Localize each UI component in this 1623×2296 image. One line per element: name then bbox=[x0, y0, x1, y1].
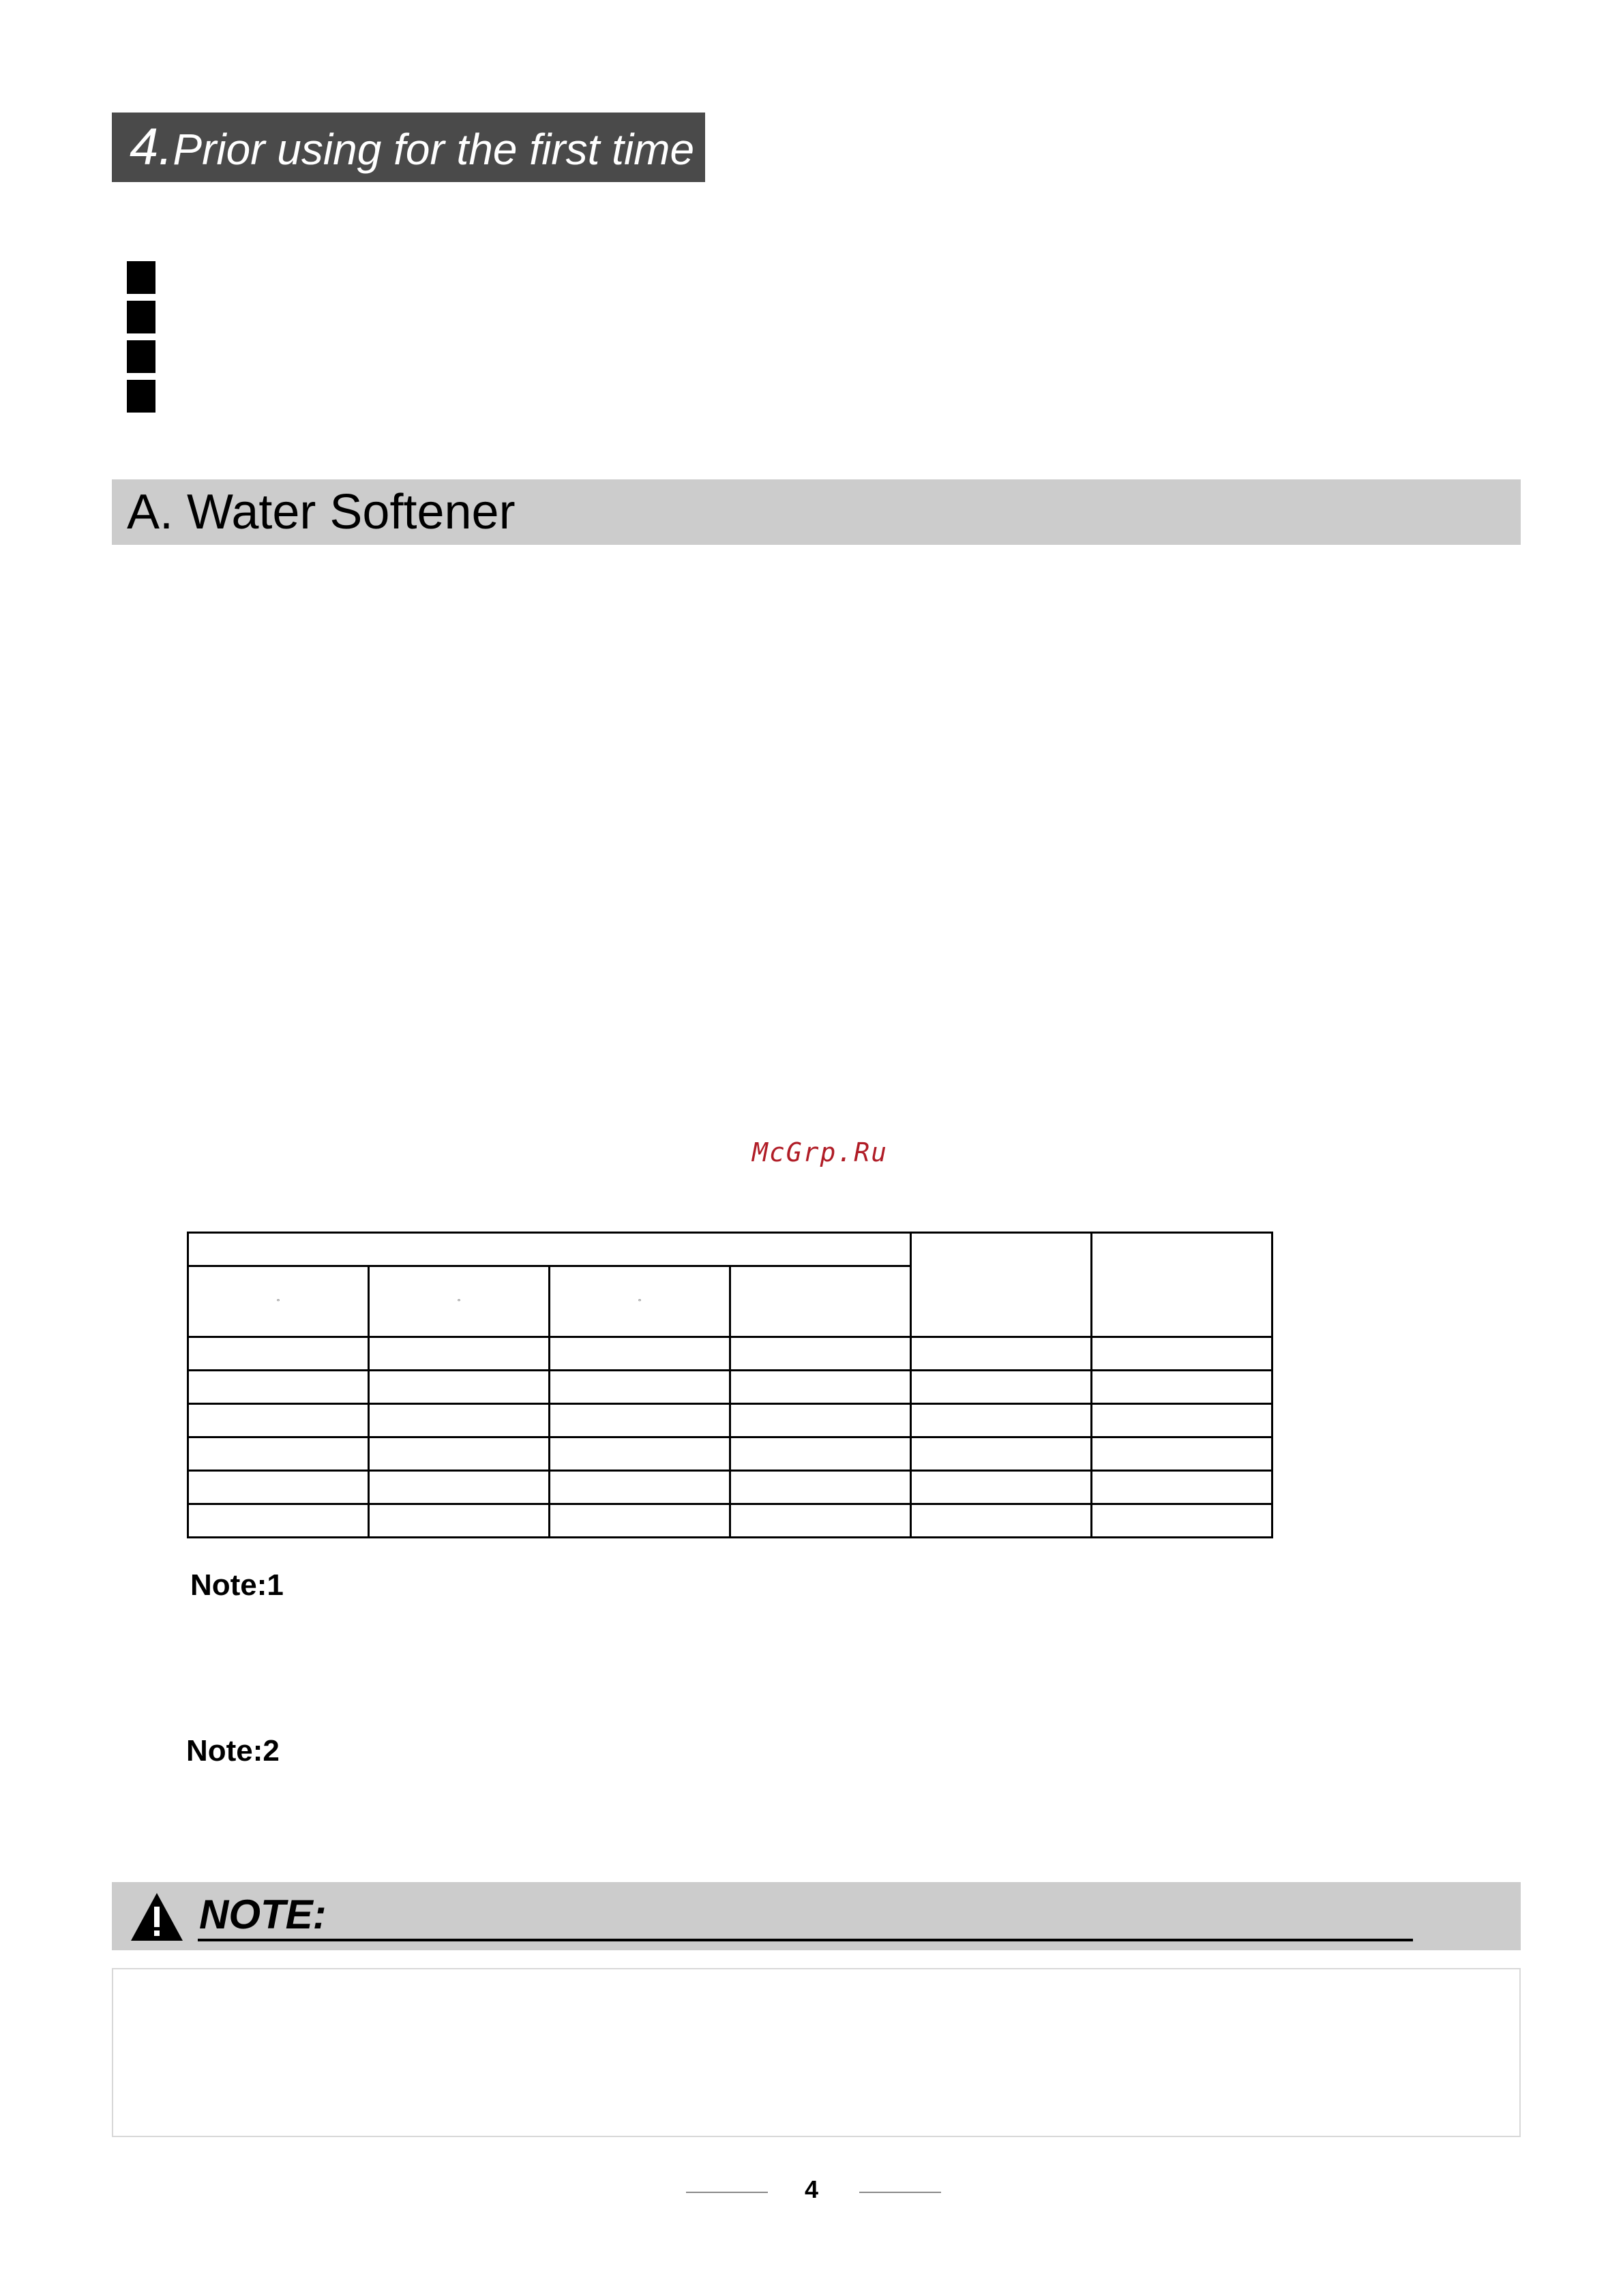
table-row bbox=[188, 1471, 1272, 1504]
hardness-table bbox=[187, 1232, 1273, 1538]
table-header-row bbox=[188, 1233, 1272, 1266]
table-header-cell bbox=[911, 1233, 1092, 1337]
warning-icon bbox=[130, 1892, 184, 1942]
table-row bbox=[188, 1337, 1272, 1371]
table-unit-cell bbox=[188, 1266, 369, 1337]
section-header bbox=[112, 113, 705, 182]
water-softener-heading bbox=[112, 479, 1521, 545]
note-title: NOTE: bbox=[199, 1892, 327, 1937]
page-number: 4 bbox=[804, 2175, 819, 2203]
section-title: Prior using for the first time bbox=[173, 125, 695, 174]
note-1-label: Note:1 bbox=[190, 1568, 284, 1602]
section-number: 4. bbox=[130, 118, 173, 176]
list-bullet bbox=[127, 301, 155, 333]
list-bullet bbox=[127, 340, 155, 373]
note-content-box bbox=[112, 1968, 1521, 2137]
table-row bbox=[188, 1404, 1272, 1437]
footer-rule-left bbox=[686, 2192, 768, 2193]
footer-rule-right bbox=[859, 2192, 941, 2193]
degree-mark: ° bbox=[276, 1296, 280, 1307]
table-unit-cell bbox=[369, 1266, 550, 1337]
table-header-cell bbox=[188, 1233, 911, 1266]
degree-mark: ° bbox=[638, 1296, 642, 1307]
table-row bbox=[188, 1437, 1272, 1471]
degree-mark: ° bbox=[457, 1296, 461, 1307]
list-bullet bbox=[127, 261, 155, 294]
table-unit-cell bbox=[730, 1266, 911, 1337]
table-header-cell bbox=[1092, 1233, 1272, 1337]
table-row bbox=[188, 1371, 1272, 1404]
note-underline bbox=[198, 1939, 1413, 1941]
note-2-label: Note:2 bbox=[186, 1734, 280, 1768]
list-bullet bbox=[127, 380, 155, 413]
watermark: McGrp.Ru bbox=[752, 1137, 889, 1167]
table-row bbox=[188, 1504, 1272, 1538]
water-softener-title: A. Water Softener bbox=[127, 485, 516, 539]
table-unit-cell bbox=[550, 1266, 730, 1337]
